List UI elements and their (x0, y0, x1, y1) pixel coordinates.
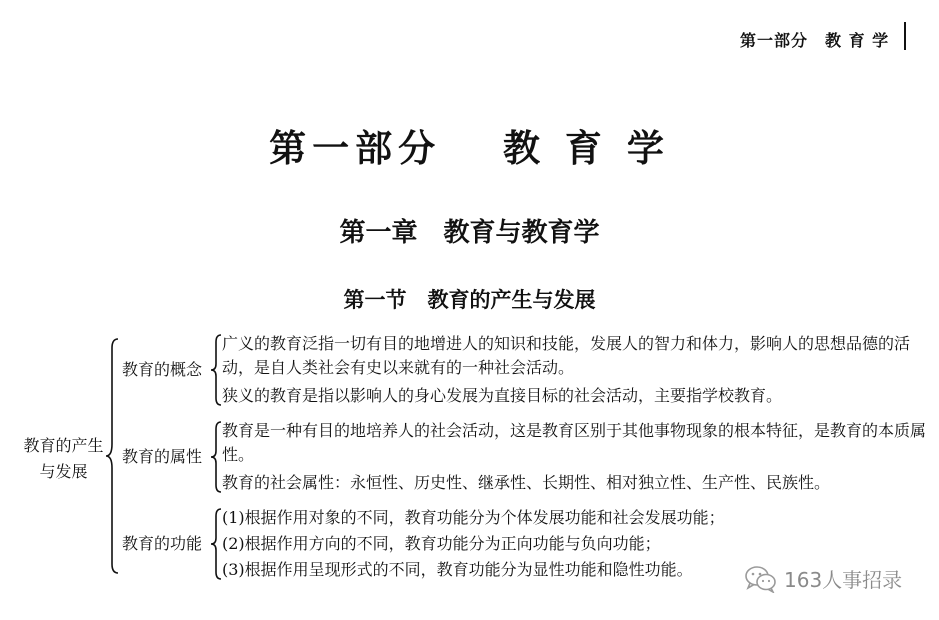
function-item-1: (1)根据作用对象的不同，教育功能分为个体发展功能和社会发展功能； (222, 508, 725, 527)
branch-label-concept: 教育的概念 (122, 360, 203, 379)
outline-root-brace (104, 338, 120, 574)
branch-label-function: 教育的功能 (122, 534, 203, 553)
section-title: 第一节 教育的产生与发展 (343, 288, 596, 312)
wechat-icon (744, 565, 778, 593)
outline-root-line-1: 教育的产生 (23, 436, 104, 455)
watermark-text: 163人事招录 (784, 568, 903, 592)
watermark (744, 564, 902, 593)
branch-brace-function (210, 508, 222, 580)
concept-item-narrow: 狭义的教育是指以影响人的身心发展为直接目标的社会活动，主要指学校教育。 (222, 386, 783, 405)
header-rule (904, 22, 906, 50)
concept-item-broad: 广义的教育泛指一切有目的地增进人的知识和技能，发展人的智力和体力，影响人的思想品德的活动，是自人类社会有史以来就有的一种社会活动。 (222, 334, 911, 377)
branch-label-attribute: 教育的属性 (122, 447, 203, 466)
outline-root-label (16, 433, 111, 485)
branch-brace-concept (210, 334, 222, 406)
attribute-item-essential: 教育是一种有目的地培养人的社会活动，这是教育区别于其他事物现象的根本特征，是教育的本质属性。 (222, 421, 927, 464)
function-item-3: (3)根据作用呈现形式的不同，教育功能分为显性功能和隐性功能。 (222, 560, 693, 579)
function-item-2: (2)根据作用方向的不同，教育功能分为正向功能与负向功能； (222, 534, 661, 553)
part-title: 第一部分 教 育 学 (269, 126, 670, 170)
running-header: 第一部分 教 育 学 (740, 31, 890, 50)
branch-brace-attribute (210, 421, 222, 493)
attribute-item-social: 教育的社会属性：永恒性、历史性、继承性、长期性、相对独立性、生产性、民族性。 (222, 473, 831, 492)
chapter-title: 第一章 教育与教育学 (339, 218, 600, 248)
outline-root-line-2: 与发展 (39, 462, 88, 481)
